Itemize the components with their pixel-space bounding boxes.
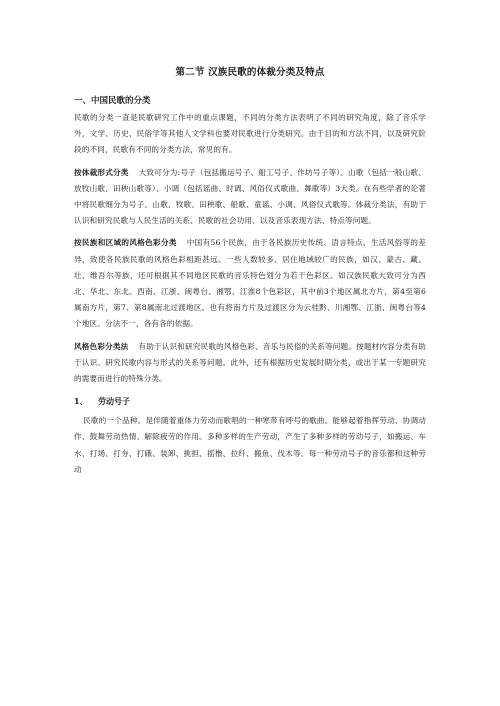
body-ethnic-regional: 中国有56个民族，由于各民族历史传统、语言特点、生活风俗等的差异，致使各民族民歌的风格色彩相距甚远。一些人数较多、居住地域较广的民族，如汉、蒙古、藏、壮、维吾尔等族，还可根据其不同地区民歌的音乐特色划分为若干色彩区。如汉族民歌大致可分为西北、华北、东北、西南、江浙、闽粤台、湘鄂、江淮8个色彩区，其中前3个地区属北方片，第4至第6属南方片，第7、第8属南北过渡地区。也有将南方片及过渡区分为云桂黔、川湘鄂、江浙、闽粤台等4个地区。分法不一，各有各的依据。 bbox=[74, 238, 427, 329]
section-title: 第二节 汉族民歌的体裁分类及特点 bbox=[175, 67, 325, 78]
paragraph-style-method bbox=[74, 339, 426, 388]
document-page bbox=[74, 64, 426, 484]
lead-style-method: 风格色彩分类法 bbox=[74, 341, 129, 351]
heading-work-songs bbox=[74, 393, 426, 409]
paragraph-ethnic-regional bbox=[74, 235, 426, 332]
paragraph-genre-classification bbox=[74, 165, 426, 230]
body-style-method: 有助于认识和研究民歌的风格色彩、音乐与民俗的关系等问题。按题材内容分类有助于认识、研究民歌内容与形式的关系等问题。此外，还有根据历史发展时期分类，或出于某一专题研究的需要而进行的特殊分类。 bbox=[74, 341, 426, 384]
paragraph-intro: 民歌的分类一直是民歌研究工作中的重点课题，不同的分类方法表明了不同的研究角度，除了音乐学外，文学、历史、民俗学等其他人文学科也要对民歌进行分类研究。由于目的和方法不同，以及研究阶段的不同，民歌有不同的分类方法，常见的有。 bbox=[74, 113, 426, 155]
paragraph-work-songs: 民歌的一个品种。是伴随着重体力劳动而歌唱的一种寒带有呼号的歌曲。能够起着指挥劳动、协调动作、鼓舞劳动热情、解除疲劳的作用。多种多样的生产劳动，产生了多种多样的劳动号子，如搬运、车水、打场、打夯、打硪、装卸、挑担、摇橹、拉纤、搬鱼、伐木等。每一种劳动号子的音乐都和这种劳动 bbox=[74, 416, 426, 474]
body-genre-classification: 大致可分为:号子（包括搬运号子、船工号子、作坊号子等）、山歌（包括一般山歌、放牧山歌、田秧山歌等）、小调（包括谣曲、时调、风俗仪式歌曲、舞歌等）3大类。在有些学者的论著中将民歌细分为号子、山歌、牧歌、田秧歌、船歌、童谣、小调、风俗仪式歌等。体裁分类法，有助于认识和研究民歌与人民生活的关系、民歌的社会功用、以及音乐表现方法、特点等问题。 bbox=[74, 167, 426, 226]
heading-classification: 一、中国民歌的分类 bbox=[74, 96, 151, 106]
lead-genre-classification: 按体裁形式分类 bbox=[74, 167, 129, 177]
lead-ethnic-regional: 按民族和区域的风格色彩分类 bbox=[74, 238, 177, 248]
heading-number: 1、 bbox=[74, 396, 88, 407]
heading-work-songs-label: 劳动号子 bbox=[98, 396, 130, 407]
